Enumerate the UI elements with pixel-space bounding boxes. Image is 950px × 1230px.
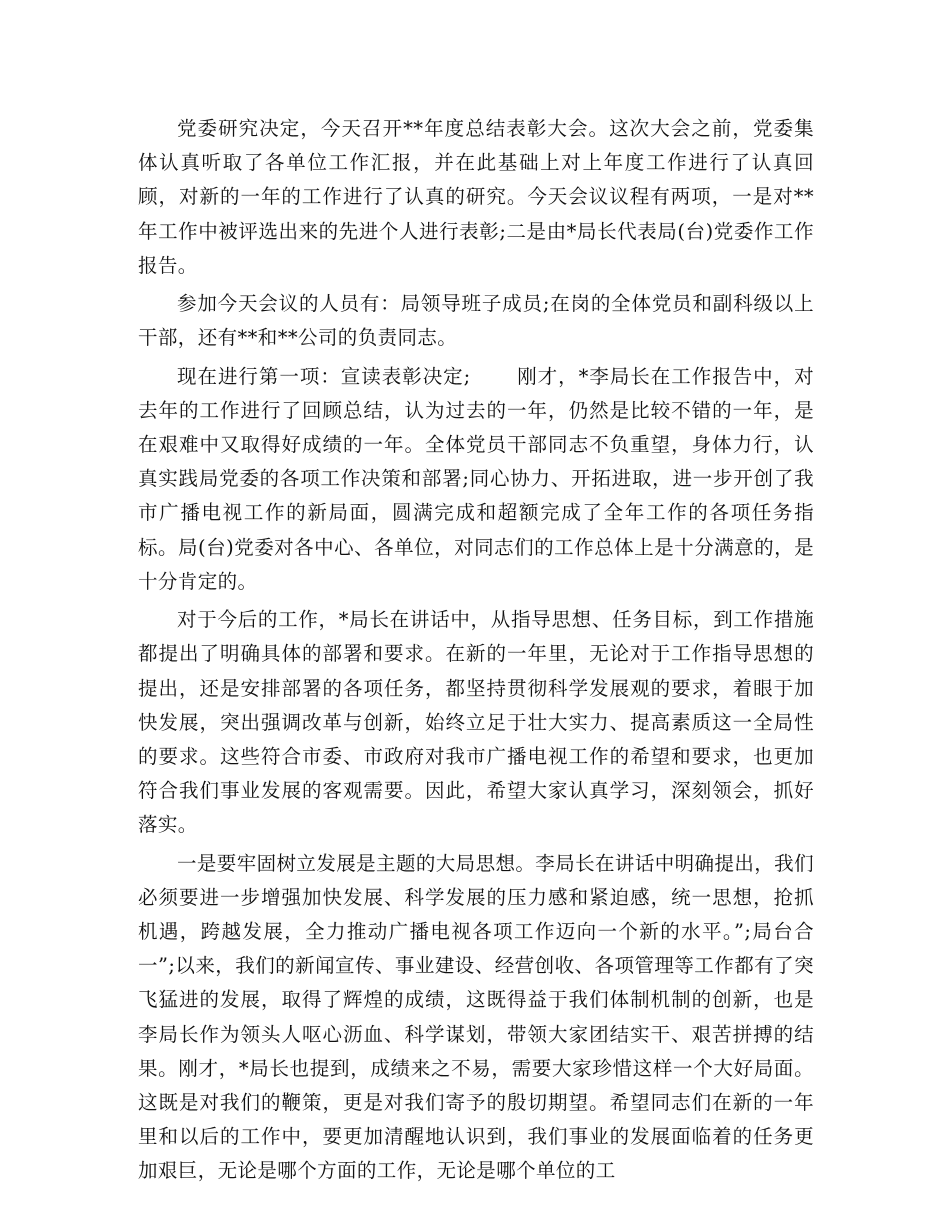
paragraph-3-lead: 现在进行第一项：宣读表彰决定; [177,364,471,388]
paragraph-2: 参加今天会议的人员有：局领导班子成员;在岗的全体党员和副科级以上干部，还有**和**公司的负责同志。 [138,292,814,350]
paragraph-5: 一是要牢固树立发展是主题的大局思想。李局长在讲话中明确提出，我们必须要进一步增强加快发展、科学发展的压力感和紧迫感，统一思想，抢抓机遇，跨越发展，全力推动广播电视各项工作迈向一个新的水平。”;局台合一”;以来，我们的新闻宣传、事业建设、经营创收、各项管理等工作都有了突飞猛进的发展，取得了辉煌的成绩，这既得益于我们体制机制的创新，也是李局长作为领头人呕心沥血、科学谋划，带领大家团结实干、艰苦拼搏的结果。刚才，*局长也提到，成绩来之不易，需要大家珍惜这样一个大好局面。这既是对我们的鞭策，更是对我们寄予的殷切期望。希望同志们在新的一年里和以后的工作中，要更加清醒地认识到，我们事业的发展面临着的任务更加艰巨，无论是哪个方面的工作，无论是哪个单位的工 [138,851,814,1183]
paragraph-3-body: 刚才，*李局长在工作报告中，对去年的工作进行了回顾总结，认为过去的一年，仍然是比较不错的一年，是在艰难中又取得好成绩的一年。全体党员干部同志不负重望，身体力行，认真实践局党委的各项工作决策和部署;同心协力、开拓进取，进一步开创了我市广播电视工作的新局面，圆满完成和超额完成了全年工作的各项任务指标。局(台)党委对各中心、各单位，对同志们的工作总体上是十分满意的，是十分肯定的。 [138,364,814,593]
paragraph-3 [138,360,814,599]
document-body [138,112,814,1193]
paragraph-1: 党委研究决定，今天召开**年度总结表彰大会。这次大会之前，党委集体认真听取了各单位工作汇报，并在此基础上对上年度工作进行了认真回顾，对新的一年的工作进行了认真的研究。今天会议议程有两项，一是对**年工作中被评选出来的先进个人进行表彰;二是由*局长代表局(台)党委作工作报告。 [138,117,814,277]
paragraph-4: 对于今后的工作，*局长在讲话中，从指导思想、任务目标，到工作措施都提出了明确具体的部署和要求。在新的一年里，无论对于工作指导思想的提出，还是安排部署的各项任务，都坚持贯彻科学发展观的要求，着眼于加快发展，突出强调改革与创新，始终立足于壮大实力、提高素质这一全局性的要求。这些符合市委、市政府对我市广播电视工作的希望和要求，也更加符合我们事业发展的客观需要。因此，希望大家认真学习，深刻领会，抓好落实。 [138,608,814,837]
